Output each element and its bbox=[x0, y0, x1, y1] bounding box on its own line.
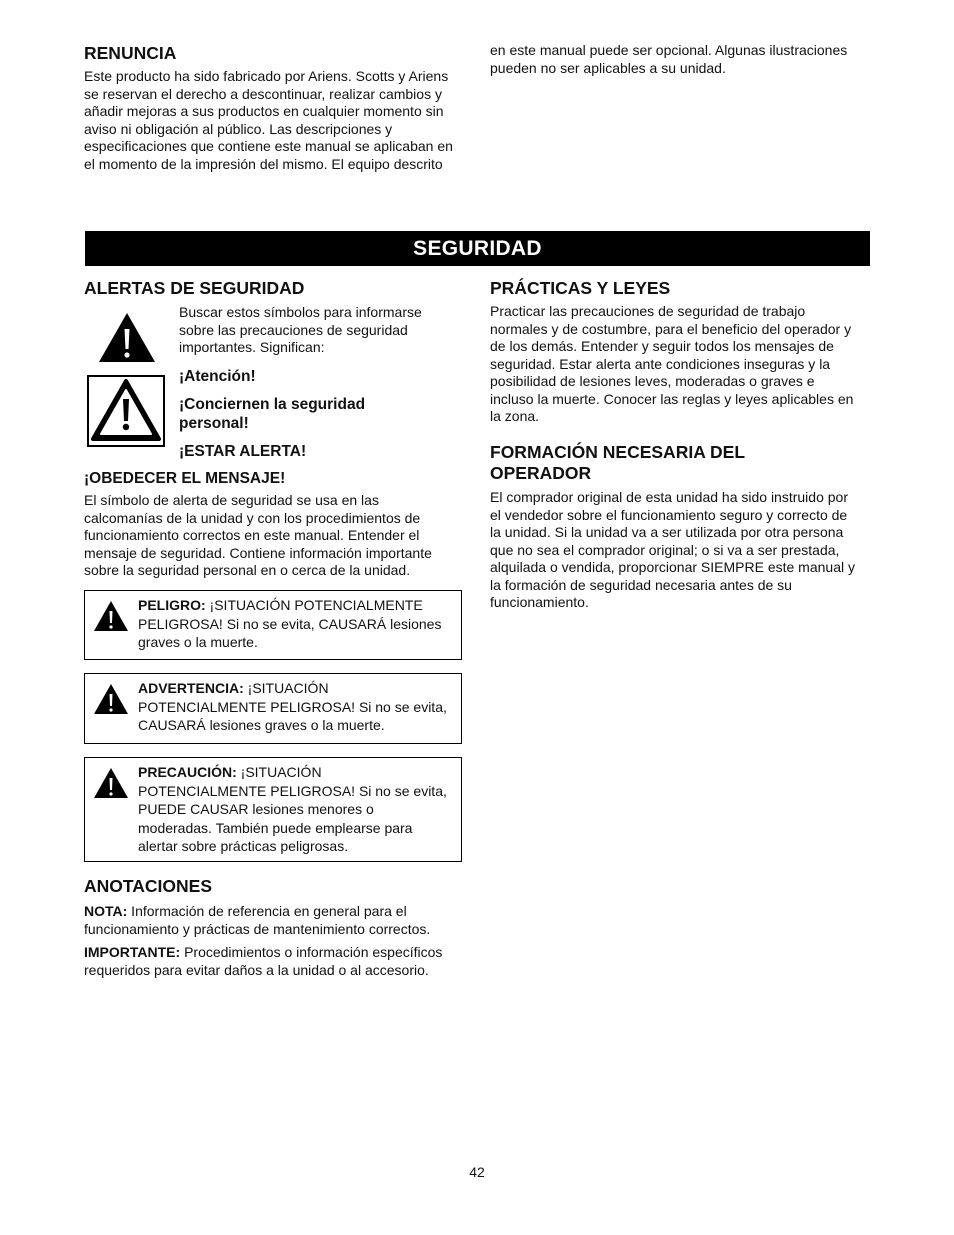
text-line: el momento de la impresión del mismo. El equipo descrito bbox=[84, 155, 443, 172]
warning-triangle-icon bbox=[97, 311, 157, 364]
text-line: añadir mejoras a sus productos en cualquier momento sin bbox=[84, 103, 444, 119]
text-line: CAUSARÁ lesiones graves o la muerte. bbox=[138, 717, 385, 733]
warning-box bbox=[84, 673, 462, 744]
nota-paragraph bbox=[84, 903, 469, 938]
text-line: la zona. bbox=[490, 408, 540, 424]
text-line: Procedimientos o información específicos bbox=[180, 944, 443, 960]
page-number: 42 bbox=[469, 1164, 485, 1180]
signal-personal-safety-1: ¡Conciernen la seguridad bbox=[179, 396, 366, 413]
text-line: mensaje de seguridad. Contiene información importante bbox=[84, 544, 432, 561]
renuncia-heading: RENUNCIA bbox=[84, 43, 177, 63]
nota-label: NOTA: bbox=[84, 903, 128, 919]
signal-attention: ¡Atención! bbox=[179, 368, 256, 385]
text-line: ¡SITUACIÓN POTENCIALMENTE bbox=[205, 597, 423, 613]
text-line: El símbolo de alerta de seguridad se usa en las bbox=[84, 492, 379, 508]
text-line: funcionamiento correctos en este manual. Entender el bbox=[84, 527, 420, 543]
text-line: alquilada o vendida, proporcionar SIEMPRE este manual y bbox=[490, 559, 855, 575]
text-line: se reservan el derecho a descontinuar, realizar cambios y bbox=[84, 85, 442, 102]
danger-label: PELIGRO: bbox=[138, 597, 206, 613]
text-line: requeridos para evitar daños a la unidad o al accesorio. bbox=[84, 961, 429, 978]
text-line: El comprador original de esta unidad ha sido instruido por bbox=[490, 489, 848, 505]
formacion-section bbox=[490, 442, 875, 612]
text-line: especificaciones que contiene este manual se aplicaban en bbox=[84, 138, 453, 154]
signal-personal-safety-2: personal! bbox=[179, 415, 249, 432]
text-line: funcionamiento. bbox=[490, 594, 589, 610]
text-line: pueden no ser aplicables a su unidad. bbox=[490, 59, 726, 76]
warning-label: ADVERTENCIA: bbox=[138, 680, 244, 696]
signal-be-alert: ¡ESTAR ALERTA! bbox=[179, 443, 307, 460]
renuncia-section bbox=[84, 43, 469, 173]
text-line: Información de referencia en general para el bbox=[127, 903, 407, 919]
caution-text bbox=[138, 763, 453, 856]
text-line: ¡SITUACIÓN bbox=[236, 764, 322, 780]
text-line: funcionamiento y prácticas de mantenimiento correctos. bbox=[84, 920, 431, 937]
practicas-section bbox=[490, 278, 875, 426]
text-line: PELIGROSA! Si no se evita, CAUSARÁ lesiones bbox=[138, 615, 442, 632]
text-line: sobre las precauciones de seguridad bbox=[179, 321, 408, 338]
alertas-intro bbox=[179, 304, 469, 357]
warning-triangle-icon bbox=[93, 767, 129, 799]
text-line: la unidad. Si la unidad va a ser utilizada por otra persona bbox=[490, 524, 844, 540]
formacion-heading-line-1: FORMACIÓN NECESARIA DEL bbox=[490, 442, 746, 462]
text-line: que no sea el comprador original; o si va a ser prestada, bbox=[490, 541, 840, 558]
warning-triangle-icon bbox=[93, 600, 129, 632]
text-line: aviso ni obligación al público. Las descripciones y bbox=[84, 120, 393, 137]
text-line: importantes. Significan: bbox=[179, 339, 325, 355]
danger-text bbox=[138, 596, 453, 652]
safety-alert-symbol-icon bbox=[87, 375, 165, 447]
text-line: sobre la seguridad personal en o cerca de la unidad. bbox=[84, 562, 411, 578]
section-title-bar: SEGURIDAD bbox=[85, 231, 870, 266]
text-line: moderadas. También puede emplearse para bbox=[138, 819, 413, 836]
text-line: seguridad. Estar alerta ante condiciones inseguras y la bbox=[490, 355, 831, 372]
alertas-section bbox=[84, 278, 469, 299]
renuncia-continuation bbox=[490, 42, 875, 77]
text-line: PUEDE CAUSAR lesiones menores o bbox=[138, 801, 374, 817]
caution-label: PRECAUCIÓN: bbox=[138, 764, 237, 780]
text-line: de los demás. Entender y seguir todos los mensajes de bbox=[490, 338, 834, 354]
importante-label: IMPORTANTE: bbox=[84, 944, 181, 960]
text-line: Buscar estos símbolos para informarse bbox=[179, 304, 422, 320]
alertas-heading: ALERTAS DE SEGURIDAD bbox=[84, 278, 305, 298]
anotaciones-heading: ANOTACIONES bbox=[84, 876, 213, 896]
text-line: calcomanías de la unidad y con los procedimientos de bbox=[84, 509, 421, 526]
text-line: en este manual puede ser opcional. Algunas ilustraciones bbox=[490, 42, 848, 58]
caution-box bbox=[84, 757, 462, 862]
text-line: la formación de seguridad necesaria antes de su bbox=[490, 576, 792, 593]
anotaciones-section bbox=[84, 876, 469, 979]
text-line: ¡SITUACIÓN bbox=[243, 680, 329, 696]
text-line: posibilidad de lesiones leves, moderadas o graves e bbox=[490, 373, 815, 389]
text-line: Practicar las precauciones de seguridad de trabajo bbox=[490, 303, 806, 319]
signal-obey-message: ¡OBEDECER EL MENSAJE! bbox=[84, 470, 286, 487]
warning-text bbox=[138, 679, 453, 735]
signal-words bbox=[179, 367, 469, 461]
text-line: el vendedor sobre el funcionamiento seguro y correcto de bbox=[490, 506, 848, 523]
text-line: POTENCIALMENTE PELIGROSA! Si no se evita, bbox=[138, 782, 447, 799]
text-line: Este producto ha sido fabricado por Ariens. Scotts y Ariens bbox=[84, 68, 449, 84]
practicas-heading: PRÁCTICAS Y LEYES bbox=[490, 278, 671, 298]
alertas-body bbox=[84, 469, 469, 580]
danger-box bbox=[84, 590, 462, 660]
formacion-heading-line-2: OPERADOR bbox=[490, 463, 592, 483]
text-line: graves o la muerte. bbox=[138, 634, 258, 650]
text-line: normales y de costumbre, para el beneficio del operador y bbox=[490, 320, 852, 337]
text-line: incluso la muerte. Conocer las reglas y leyes aplicables en bbox=[490, 390, 854, 407]
warning-triangle-icon bbox=[93, 683, 129, 715]
text-line: POTENCIALMENTE PELIGROSA! Si no se evita, bbox=[138, 698, 447, 715]
renuncia-body bbox=[84, 68, 469, 173]
text-line: alertar sobre prácticas peligrosas. bbox=[138, 838, 349, 854]
importante-paragraph bbox=[84, 944, 469, 979]
